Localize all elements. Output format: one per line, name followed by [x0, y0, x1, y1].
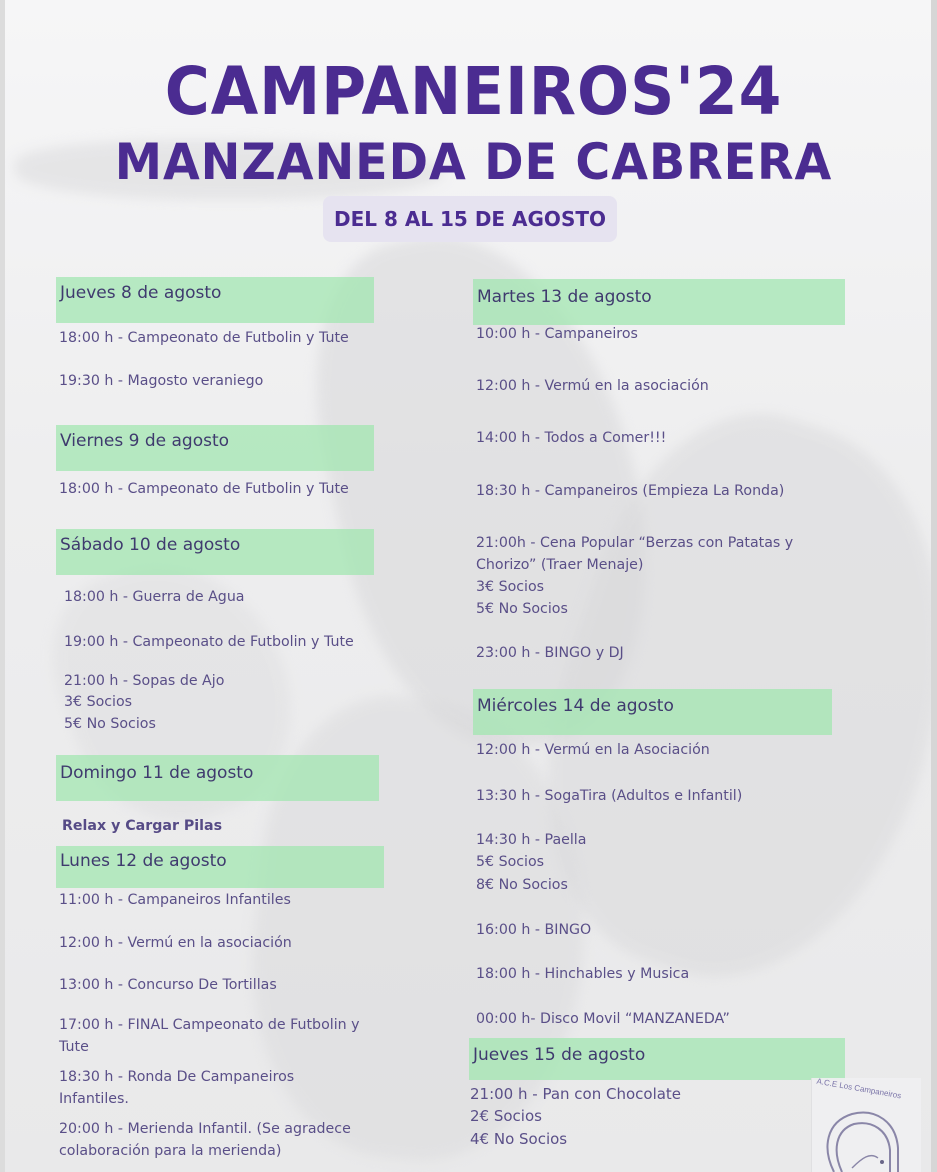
- event-item: 17:00 h - FINAL Campeonato de Futbolin y Tute: [59, 1017, 360, 1055]
- logo-text: A.C.E Los Campaneiros: [815, 1076, 902, 1101]
- event-item: 18:30 h - Ronda De Campaneiros Infantiles.: [59, 1069, 295, 1107]
- event-item: 18:00 h - Campeonato de Futbolin y Tute: [59, 330, 349, 346]
- price-socios: 5€ Socios: [476, 854, 545, 870]
- day-header-friday-9: Viernes 9 de agosto: [56, 425, 374, 471]
- day-header-thursday-15: Jueves 15 de agosto: [469, 1038, 845, 1080]
- price-no-socios: 8€ No Socios: [476, 877, 568, 893]
- poster-subtitle: MANZANEDA DE CABRERA: [114, 133, 833, 191]
- price-socios: 3€ Socios: [64, 694, 133, 710]
- price-no-socios: 5€ No Socios: [64, 716, 156, 732]
- event-item: 12:00 h - Vermú en la asociación: [59, 935, 292, 951]
- price-socios: 3€ Socios: [476, 579, 545, 595]
- price-socios: 2€ Socios: [470, 1107, 542, 1125]
- event-item: 23:00 h - BINGO y DJ: [476, 645, 624, 661]
- event-item: 14:30 h - Paella: [476, 832, 587, 848]
- event-item: 21:00h - Cena Popular “Berzas con Patatas y Chorizo” (Traer Menaje): [476, 535, 794, 573]
- event-item: 18:00 h - Hinchables y Musica: [476, 966, 690, 982]
- event-item: 20:00 h - Merienda Infantil. (Se agradece colaboración para la merienda): [59, 1121, 351, 1159]
- event-item: 19:30 h - Magosto veraniego: [59, 373, 264, 389]
- event-item: Relax y Cargar Pilas: [62, 818, 223, 834]
- day-header-monday-12: Lunes 12 de agosto: [56, 846, 384, 888]
- event-item: 12:00 h - Vermú en la asociación: [476, 378, 709, 394]
- event-item: 16:00 h - BINGO: [476, 922, 592, 938]
- day-header-sunday-11: Domingo 11 de agosto: [56, 755, 379, 801]
- event-item: 13:30 h - SogaTira (Adultos e Infantil): [476, 788, 743, 804]
- date-range-badge: DEL 8 AL 15 DE AGOSTO: [323, 196, 617, 242]
- day-header-wednesday-14: Miércoles 14 de agosto: [473, 689, 832, 735]
- event-item: 21:00 h - Pan con Chocolate: [470, 1085, 682, 1103]
- event-item: 10:00 h - Campaneiros: [476, 326, 638, 342]
- day-header-thursday-8: Jueves 8 de agosto: [56, 277, 374, 323]
- event-item: 00:00 h- Disco Movil “MANZANEDA”: [476, 1011, 730, 1027]
- event-item: 18:30 h - Campaneiros (Empieza La Ronda): [476, 483, 785, 499]
- event-item: 18:00 h - Guerra de Agua: [64, 589, 245, 605]
- horseshoe-logo-icon: [812, 1078, 922, 1172]
- association-logo: [811, 1078, 921, 1172]
- event-item: 13:00 h - Concurso De Tortillas: [59, 977, 277, 993]
- event-item: 21:00 h - Sopas de Ajo: [64, 673, 225, 689]
- event-item: 12:00 h - Vermú en la Asociación: [476, 742, 710, 758]
- event-item: 19:00 h - Campeonato de Futbolin y Tute: [64, 634, 354, 650]
- price-no-socios: 4€ No Socios: [470, 1130, 568, 1148]
- price-no-socios: 5€ No Socios: [476, 601, 568, 617]
- day-header-tuesday-13: Martes 13 de agosto: [473, 279, 845, 325]
- event-item: 11:00 h - Campaneiros Infantiles: [59, 892, 291, 908]
- day-header-saturday-10: Sábado 10 de agosto: [56, 529, 374, 575]
- event-item: 18:00 h - Campeonato de Futbolin y Tute: [59, 481, 349, 497]
- poster-title: CAMPANEIROS'24: [164, 53, 783, 130]
- event-item: 14:00 h - Todos a Comer!!!: [476, 430, 667, 446]
